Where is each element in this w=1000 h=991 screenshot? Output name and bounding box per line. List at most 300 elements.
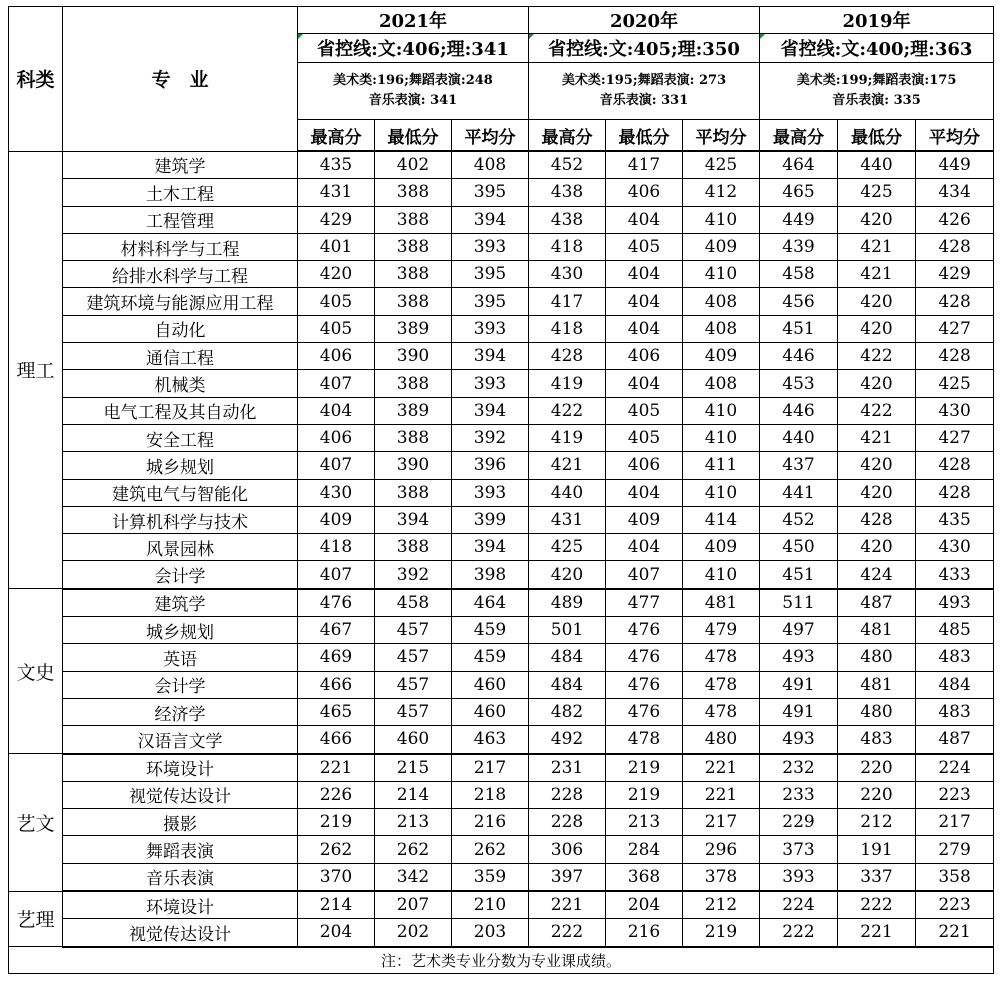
score-cell: 393	[452, 370, 529, 397]
score-cell: 430	[916, 534, 994, 561]
score-cell: 424	[838, 561, 916, 589]
score-cell: 410	[683, 479, 760, 506]
score-cell: 390	[375, 343, 452, 370]
table-row	[9, 315, 994, 342]
score-cell: 404	[606, 261, 683, 288]
score-cell: 414	[683, 506, 760, 533]
score-cell: 439	[760, 233, 838, 260]
score-cell: 422	[529, 397, 606, 424]
major-cell: 机械类	[63, 370, 298, 397]
score-cell: 476	[606, 698, 683, 725]
year-header-2019: 2019年	[760, 7, 994, 34]
score-cell: 428	[916, 288, 994, 315]
score-cell: 440	[529, 479, 606, 506]
major-cell: 视觉传达设计	[63, 781, 298, 808]
table-row	[9, 151, 994, 179]
stat-header-max: 最高分	[298, 120, 375, 152]
score-cell: 408	[683, 288, 760, 315]
table-row	[9, 589, 994, 617]
score-cell: 476	[606, 617, 683, 644]
score-cell: 456	[760, 288, 838, 315]
major-cell: 建筑学	[63, 151, 298, 179]
score-cell: 395	[452, 179, 529, 206]
score-cell: 219	[606, 781, 683, 808]
score-cell: 411	[683, 452, 760, 479]
score-cell: 440	[760, 424, 838, 451]
score-cell: 464	[760, 151, 838, 179]
table-row	[9, 726, 994, 754]
music-line-text: 音乐表演: 331	[599, 93, 689, 108]
score-cell: 221	[683, 781, 760, 808]
score-cell: 457	[375, 698, 452, 725]
music-line-text: 音乐表演: 341	[368, 93, 458, 108]
score-cell: 485	[916, 617, 994, 644]
score-cell: 204	[298, 919, 375, 947]
score-cell: 467	[298, 617, 375, 644]
art-line-text: 美术类:196;舞蹈表演:248	[333, 73, 493, 88]
stat-header-avg: 平均分	[683, 120, 760, 152]
score-cell: 388	[375, 288, 452, 315]
score-cell: 397	[529, 863, 606, 891]
score-cell: 511	[760, 589, 838, 617]
score-cell: 212	[838, 809, 916, 836]
major-cell: 通信工程	[63, 343, 298, 370]
score-cell: 221	[529, 891, 606, 919]
score-cell: 421	[529, 452, 606, 479]
score-cell: 438	[529, 206, 606, 233]
score-cell: 451	[760, 561, 838, 589]
score-cell: 491	[760, 698, 838, 725]
score-cell: 216	[452, 809, 529, 836]
score-cell: 408	[452, 151, 529, 179]
score-cell: 406	[606, 343, 683, 370]
art-line-text: 美术类:199;舞蹈表演:175	[796, 73, 957, 88]
table-row	[9, 288, 994, 315]
score-cell: 210	[452, 891, 529, 919]
score-cell: 487	[916, 726, 994, 754]
score-cell: 476	[606, 671, 683, 698]
score-cell: 388	[375, 206, 452, 233]
score-cell: 221	[683, 754, 760, 782]
score-cell: 446	[760, 397, 838, 424]
score-cell: 399	[452, 506, 529, 533]
table-row	[9, 343, 994, 370]
major-cell: 土木工程	[63, 179, 298, 206]
score-cell: 466	[298, 671, 375, 698]
major-cell: 计算机科学与技术	[63, 506, 298, 533]
score-cell: 404	[606, 315, 683, 342]
score-cell: 481	[683, 589, 760, 617]
table-row	[9, 671, 994, 698]
score-cell: 419	[529, 370, 606, 397]
score-cell: 422	[838, 343, 916, 370]
score-cell: 421	[838, 261, 916, 288]
score-cell: 430	[298, 479, 375, 506]
score-cell: 404	[606, 288, 683, 315]
score-cell: 401	[298, 233, 375, 260]
score-cell: 396	[452, 452, 529, 479]
score-cell: 459	[452, 617, 529, 644]
table-row	[9, 479, 994, 506]
score-cell: 501	[529, 617, 606, 644]
score-cell: 469	[298, 644, 375, 671]
table-row	[9, 698, 994, 725]
score-cell: 404	[606, 534, 683, 561]
score-cell: 465	[760, 179, 838, 206]
major-cell: 安全工程	[63, 424, 298, 451]
category-cell: 理工	[9, 151, 63, 589]
score-cell: 202	[375, 919, 452, 947]
score-cell: 425	[916, 370, 994, 397]
score-cell: 425	[838, 179, 916, 206]
art-line-2020	[529, 63, 760, 120]
score-cell: 409	[683, 343, 760, 370]
score-cell: 405	[606, 424, 683, 451]
score-cell: 214	[375, 781, 452, 808]
score-cell: 478	[683, 698, 760, 725]
score-cell: 214	[298, 891, 375, 919]
major-cell: 汉语言文学	[63, 726, 298, 754]
score-cell: 262	[375, 836, 452, 863]
score-cell: 222	[838, 891, 916, 919]
score-cell: 446	[760, 343, 838, 370]
score-cell: 453	[760, 370, 838, 397]
table-row	[9, 754, 994, 782]
score-cell: 489	[529, 589, 606, 617]
score-cell: 219	[683, 919, 760, 947]
score-cell: 478	[683, 671, 760, 698]
stat-header-min: 最低分	[838, 120, 916, 152]
score-cell: 388	[375, 534, 452, 561]
table-header	[9, 7, 994, 152]
footnote: 注：艺术类专业分数为专业课成绩。	[9, 947, 994, 974]
score-cell: 484	[916, 671, 994, 698]
control-line-text: 省控线:文:406;理:341	[317, 39, 509, 60]
cell-comment-marker	[760, 34, 765, 39]
score-cell: 452	[529, 151, 606, 179]
score-cell: 212	[683, 891, 760, 919]
table-row	[9, 534, 994, 561]
year-header-2021: 2021年	[298, 7, 529, 34]
art-line-2021	[298, 63, 529, 120]
score-cell: 224	[760, 891, 838, 919]
stat-header-min: 最低分	[375, 120, 452, 152]
score-cell: 223	[916, 781, 994, 808]
score-cell: 407	[606, 561, 683, 589]
score-cell: 451	[760, 315, 838, 342]
table-row	[9, 179, 994, 206]
cell-comment-marker	[529, 34, 534, 39]
score-cell: 492	[529, 726, 606, 754]
score-cell: 427	[916, 315, 994, 342]
score-cell: 221	[298, 754, 375, 782]
score-cell: 393	[452, 315, 529, 342]
score-cell: 407	[298, 370, 375, 397]
score-cell: 420	[838, 315, 916, 342]
score-cell: 404	[606, 370, 683, 397]
table-row	[9, 891, 994, 919]
score-cell: 483	[916, 698, 994, 725]
table-row	[9, 781, 994, 808]
table-row	[9, 370, 994, 397]
cell-comment-marker	[298, 34, 303, 39]
score-cell: 392	[452, 424, 529, 451]
score-cell: 218	[452, 781, 529, 808]
table-row	[9, 809, 994, 836]
score-cell: 487	[838, 589, 916, 617]
score-cell: 421	[838, 233, 916, 260]
score-cell: 491	[760, 671, 838, 698]
score-cell: 418	[529, 315, 606, 342]
score-cell: 222	[760, 919, 838, 947]
score-cell: 430	[529, 261, 606, 288]
score-cell: 405	[298, 315, 375, 342]
control-line-text: 省控线:文:405;理:350	[548, 39, 740, 60]
score-cell: 406	[606, 452, 683, 479]
score-cell: 408	[683, 370, 760, 397]
category-cell: 文史	[9, 589, 63, 754]
major-cell: 建筑学	[63, 589, 298, 617]
score-cell: 420	[838, 288, 916, 315]
score-cell: 450	[760, 534, 838, 561]
score-cell: 389	[375, 315, 452, 342]
score-cell: 418	[298, 534, 375, 561]
score-cell: 221	[916, 919, 994, 947]
score-cell: 437	[760, 452, 838, 479]
score-cell: 425	[683, 151, 760, 179]
score-cell: 419	[529, 424, 606, 451]
category-cell: 艺文	[9, 754, 63, 891]
major-cell: 给排水科学与工程	[63, 261, 298, 288]
score-cell: 420	[838, 206, 916, 233]
score-cell: 429	[298, 206, 375, 233]
score-cell: 428	[916, 452, 994, 479]
table-row	[9, 919, 994, 947]
score-cell: 478	[606, 726, 683, 754]
score-cell: 222	[529, 919, 606, 947]
score-cell: 484	[529, 644, 606, 671]
control-line-2020	[529, 34, 760, 63]
score-cell: 232	[760, 754, 838, 782]
table-row	[9, 452, 994, 479]
score-cell: 434	[916, 179, 994, 206]
stat-header-max: 最高分	[529, 120, 606, 152]
score-cell: 420	[529, 561, 606, 589]
score-cell: 483	[838, 726, 916, 754]
score-cell: 231	[529, 754, 606, 782]
stat-header-max: 最高分	[760, 120, 838, 152]
score-cell: 388	[375, 179, 452, 206]
score-cell: 229	[760, 809, 838, 836]
score-cell: 435	[916, 506, 994, 533]
major-cell: 环境设计	[63, 754, 298, 782]
score-cell: 405	[606, 233, 683, 260]
score-cell: 449	[760, 206, 838, 233]
control-line-2019	[760, 34, 994, 63]
major-cell: 经济学	[63, 698, 298, 725]
score-cell: 428	[916, 233, 994, 260]
major-cell: 会计学	[63, 671, 298, 698]
score-cell: 392	[375, 561, 452, 589]
score-cell: 457	[375, 644, 452, 671]
major-cell: 工程管理	[63, 206, 298, 233]
score-cell: 428	[916, 479, 994, 506]
score-cell: 420	[298, 261, 375, 288]
score-cell: 284	[606, 836, 683, 863]
score-cell: 228	[529, 809, 606, 836]
major-cell: 风景园林	[63, 534, 298, 561]
major-cell: 自动化	[63, 315, 298, 342]
score-cell: 388	[375, 424, 452, 451]
score-cell: 406	[298, 424, 375, 451]
table-body	[9, 151, 994, 947]
music-line-text: 音乐表演: 335	[832, 93, 921, 108]
score-cell: 216	[606, 919, 683, 947]
score-cell: 460	[452, 698, 529, 725]
score-cell: 406	[298, 343, 375, 370]
major-cell: 音乐表演	[63, 863, 298, 891]
score-cell: 388	[375, 479, 452, 506]
score-cell: 378	[683, 863, 760, 891]
year-header-2020: 2020年	[529, 7, 760, 34]
score-cell: 370	[298, 863, 375, 891]
score-cell: 233	[760, 781, 838, 808]
major-cell: 环境设计	[63, 891, 298, 919]
score-cell: 420	[838, 479, 916, 506]
score-cell: 466	[298, 726, 375, 754]
score-cell: 228	[529, 781, 606, 808]
table-row	[9, 644, 994, 671]
score-cell: 404	[606, 206, 683, 233]
score-cell: 484	[529, 671, 606, 698]
score-cell: 457	[375, 617, 452, 644]
score-cell: 390	[375, 452, 452, 479]
score-cell: 493	[760, 644, 838, 671]
score-cell: 459	[452, 644, 529, 671]
score-cell: 479	[683, 617, 760, 644]
score-cell: 224	[916, 754, 994, 782]
admission-score-table	[8, 6, 994, 974]
art-line-2019	[760, 63, 994, 120]
score-cell: 395	[452, 261, 529, 288]
score-cell: 481	[838, 617, 916, 644]
score-cell: 279	[916, 836, 994, 863]
score-cell: 217	[452, 754, 529, 782]
score-cell: 480	[683, 726, 760, 754]
score-cell: 398	[452, 561, 529, 589]
score-cell: 493	[916, 589, 994, 617]
score-cell: 478	[683, 644, 760, 671]
score-cell: 373	[760, 836, 838, 863]
table-row	[9, 424, 994, 451]
score-cell: 389	[375, 397, 452, 424]
score-cell: 368	[606, 863, 683, 891]
score-cell: 426	[916, 206, 994, 233]
table-row	[9, 397, 994, 424]
major-cell: 建筑电气与智能化	[63, 479, 298, 506]
score-cell: 431	[529, 506, 606, 533]
score-cell: 458	[375, 589, 452, 617]
major-cell: 会计学	[63, 561, 298, 589]
score-cell: 412	[683, 179, 760, 206]
table-row	[9, 617, 994, 644]
score-cell: 410	[683, 561, 760, 589]
control-line-text: 省控线:文:400;理:363	[780, 39, 973, 60]
table-row	[9, 561, 994, 589]
category-header: 科类	[9, 7, 63, 152]
score-cell: 421	[838, 424, 916, 451]
score-cell: 476	[606, 644, 683, 671]
score-cell: 463	[452, 726, 529, 754]
score-cell: 296	[683, 836, 760, 863]
table-row	[9, 863, 994, 891]
score-cell: 430	[916, 397, 994, 424]
art-line-text: 美术类:195;舞蹈表演: 273	[561, 73, 727, 88]
table-row	[9, 836, 994, 863]
score-cell: 217	[683, 809, 760, 836]
score-cell: 220	[838, 781, 916, 808]
score-cell: 480	[838, 644, 916, 671]
score-cell: 207	[375, 891, 452, 919]
score-cell: 359	[452, 863, 529, 891]
score-cell: 306	[529, 836, 606, 863]
score-cell: 342	[375, 863, 452, 891]
score-cell: 427	[916, 424, 994, 451]
score-cell: 457	[375, 671, 452, 698]
score-cell: 337	[838, 863, 916, 891]
score-cell: 493	[760, 726, 838, 754]
score-cell: 394	[452, 343, 529, 370]
score-cell: 393	[452, 233, 529, 260]
score-cell: 435	[298, 151, 375, 179]
score-cell: 407	[298, 452, 375, 479]
major-cell: 材料科学与工程	[63, 233, 298, 260]
score-cell: 407	[298, 561, 375, 589]
score-cell: 408	[683, 315, 760, 342]
score-cell: 213	[606, 809, 683, 836]
score-cell: 460	[375, 726, 452, 754]
score-cell: 422	[838, 397, 916, 424]
score-cell: 420	[838, 370, 916, 397]
score-cell: 221	[838, 919, 916, 947]
score-cell: 428	[838, 506, 916, 533]
score-cell: 420	[838, 452, 916, 479]
score-cell: 223	[916, 891, 994, 919]
table-row	[9, 261, 994, 288]
score-cell: 438	[529, 179, 606, 206]
score-cell: 394	[375, 506, 452, 533]
score-cell: 394	[452, 397, 529, 424]
score-cell: 410	[683, 206, 760, 233]
major-cell: 城乡规划	[63, 617, 298, 644]
score-cell: 477	[606, 589, 683, 617]
score-cell: 440	[838, 151, 916, 179]
control-line-2021	[298, 34, 529, 63]
score-cell: 482	[529, 698, 606, 725]
score-cell: 226	[298, 781, 375, 808]
score-cell: 262	[298, 836, 375, 863]
score-cell: 213	[375, 809, 452, 836]
table-row	[9, 206, 994, 233]
score-cell: 409	[298, 506, 375, 533]
major-cell: 摄影	[63, 809, 298, 836]
score-cell: 393	[760, 863, 838, 891]
score-cell: 410	[683, 397, 760, 424]
score-cell: 388	[375, 233, 452, 260]
major-cell: 视觉传达设计	[63, 919, 298, 947]
score-cell: 409	[606, 506, 683, 533]
score-cell: 388	[375, 261, 452, 288]
